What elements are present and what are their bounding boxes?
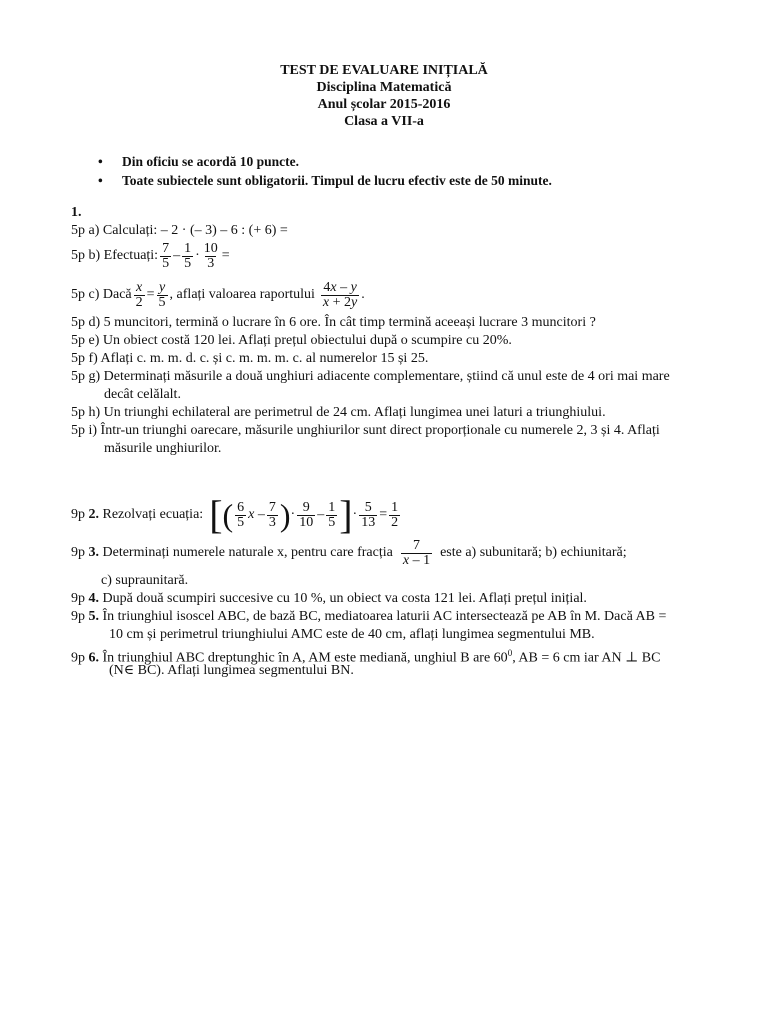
- section-1-number: 1.: [71, 205, 82, 220]
- fraction-7-over-x-minus-1: $\frac{7}{x - 1}$: [402, 537, 431, 568]
- fraction-1-2: $\frac{1}{2}$: [391, 499, 399, 530]
- problem-2: 9p 2. Rezolvați ecuația: [ ( $\frac{6}{5}$ x – $\frac{7}{3}$ ) · $\frac{9}{10}$ – $\frac{1}{5}$ ] · $\frac{5}{13}$ = $\frac{1}{2}$: [71, 492, 399, 537]
- exam-year: Anul școlar 2015-2016: [317, 97, 451, 112]
- bullet-icon: •: [98, 154, 103, 169]
- fraction-10-3: $\frac{10}{3}$: [203, 240, 218, 271]
- problem-1i: 5p i) Într-un triunghi oarecare, măsurile unghiurilor sunt direct proporționale cu numerele 2, 3 și 4. Aflați: [71, 423, 660, 438]
- instruction-item: • Toate subiectele sunt obligatorii. Timpul de lucru efectiv este de 50 minute.: [98, 173, 552, 188]
- problem-1h: 5p h) Un triunghi echilateral are perimetrul de 24 cm. Aflați lungimea unei laturi a triunghiului.: [71, 405, 606, 420]
- problem-1c: 5p c) Dacă $\frac{x}{2}$ = $\frac{y}{5}$ , aflați valoarea raportului $\frac{4x - y}{x + 2y}$ .: [71, 279, 365, 310]
- problem-1a: 5p a) Calculați: – 2 · (– 3) – 6 : (+ 6) =: [71, 223, 288, 238]
- exam-header: [0, 62, 768, 130]
- bullet-icon: •: [98, 173, 103, 188]
- problem-1f: 5p f) Aflați c. m. m. d. c. și c. m. m. m. c. al numerelor 15 și 25.: [71, 351, 429, 366]
- fraction-5-13: $\frac{5}{13}$: [361, 499, 376, 530]
- degree-superscript: 0: [507, 648, 513, 658]
- instruction-item: • Din oficiu se acordă 10 puncte.: [98, 154, 299, 169]
- exam-class: Clasa a VII-a: [344, 114, 424, 129]
- fraction-y-5: $\frac{y}{5}$: [158, 279, 166, 310]
- problem-1d: 5p d) 5 muncitori, termină o lucrare în 6 ore. În cât timp termină aceeași lucrare 3 muncitori ?: [71, 315, 596, 330]
- problem-6-continued: (N∈ BC). Aflați lungimea segmentului BN.: [109, 663, 354, 678]
- problem-3-continued: c) supraunitară.: [101, 573, 189, 588]
- instructions-list: [96, 152, 552, 190]
- fraction-6-5: $\frac{6}{5}$: [237, 499, 245, 530]
- problem-5-continued: 10 cm și perimetrul triunghiului AMC este de 40 cm, aflați lungimea segmentului MB.: [109, 627, 595, 642]
- problem-1g: 5p g) Determinați măsurile a două unghiuri adiacente complementare, știind că unul este de 4 ori mai mare: [71, 369, 670, 384]
- fraction-7-5: $\frac{7}{5}$: [162, 240, 170, 271]
- fraction-7-3: $\frac{7}{3}$: [268, 499, 276, 530]
- problem-1i-continued: măsurile unghiurilor.: [104, 441, 222, 456]
- problem-3: 9p 3. Determinați numerele naturale x, pentru care fracția $\frac{7}{x - 1}$ este a) subunitară; b) echiunitară;: [71, 537, 627, 568]
- problem-1b: 5p b) Efectuați: $\frac{7}{5}$ – $\frac{1}{5}$ · $\frac{10}{3}$ =: [71, 240, 230, 271]
- problem-4: 9p 4. După două scumpiri succesive cu 10 %, un obiect va costa 121 lei. Aflați prețul inițial.: [71, 591, 587, 606]
- fraction-1-5: $\frac{1}{5}$: [184, 240, 192, 271]
- exam-title: TEST DE EVALUARE INIȚIALĂ: [280, 63, 488, 78]
- problem-1e: 5p e) Un obiect costă 120 lei. Aflați prețul obiectului după o scumpire cu 20%.: [71, 333, 512, 348]
- fraction-9-10: $\frac{9}{10}$: [299, 499, 314, 530]
- problem-5: 9p 5. În triunghiul isoscel ABC, de bază BC, mediatoarea laturii AC intersectează pe AB în M. Dacă AB =: [71, 609, 667, 624]
- fraction-ratio: $\frac{4x - y}{x + 2y}$: [322, 279, 358, 310]
- exam-discipline: Disciplina Matematică: [316, 80, 452, 95]
- problem-1g-continued: decât celălalt.: [104, 387, 181, 402]
- fraction-1-5b: $\frac{1}{5}$: [328, 499, 336, 530]
- fraction-x-2: $\frac{x}{2}$: [135, 279, 143, 310]
- problem-6: 9p 6. În triunghiul ABC dreptunghic în A, AM este mediană, unghiul B are $60^0$, AB = 6 cm iar AN ⊥ BC: [71, 648, 661, 666]
